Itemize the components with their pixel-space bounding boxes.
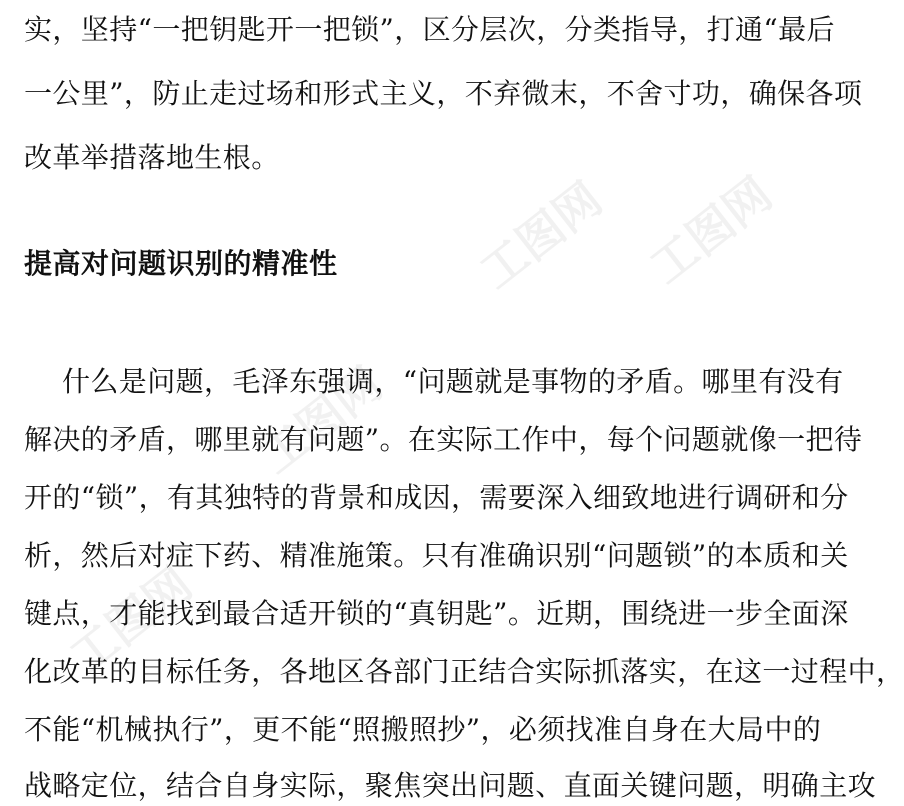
watermark: 工图网 [249,356,392,485]
paragraph-line: 改革举措落地生根。 [24,141,280,174]
paragraph-line: 解决的矛盾，哪里就有问题”。在实际工作中，每个问题就像一把待 [24,423,863,456]
watermark: 工图网 [59,556,202,685]
paragraph-line: 析，然后对症下药、精准施策。只有准确识别“问题锁”的本质和关 [24,539,849,572]
watermark: 工图网 [639,166,782,295]
paragraph-line: 实，坚持“一把钥匙开一把锁”，区分层次，分类指导，打通“最后 [24,13,835,46]
paragraph-line: 不能“机械执行”，更不能“照搬照抄”，必须找准自身在大局中的 [24,713,822,746]
paragraph-line: 战略定位，结合自身实际，聚焦突出问题、直面关键问题，明确主攻 [24,769,877,802]
paragraph-line: 一公里”，防止走过场和形式主义，不弃微末，不舍寸功，确保各项 [24,77,863,110]
watermark: 工图网 [469,171,612,300]
paragraph-line: 键点，才能找到最合适开锁的“真钥匙”。近期，围绕进一步全面深 [24,597,849,630]
paragraph-line: 开的“锁”，有其独特的背景和成因，需要深入细致地进行调研和分 [24,481,849,514]
paragraph-line: 什么是问题，毛泽东强调，“问题就是事物的矛盾。哪里有没有 [62,365,844,398]
paragraph-line: 化改革的目标任务，各地区各部门正结合实际抓落实，在这一过程中， [24,655,904,688]
section-heading: 提高对问题识别的精准性 [24,247,338,280]
